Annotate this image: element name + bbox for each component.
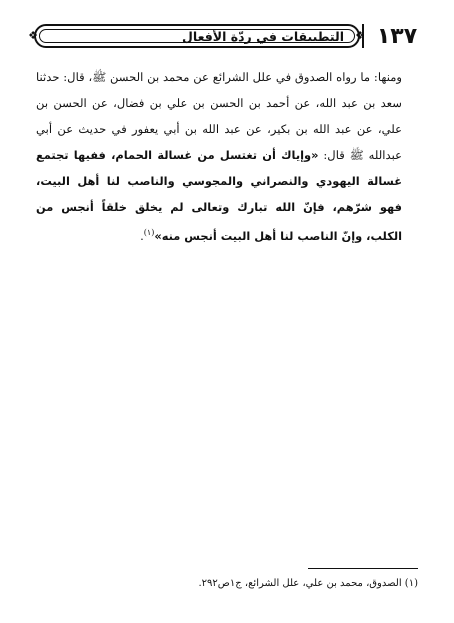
running-title-frame — [34, 24, 360, 48]
ornament-left-icon: ❖ — [28, 29, 38, 42]
page-number: ١٣٧ — [366, 22, 428, 50]
main-text — [36, 64, 420, 249]
footnote-divider — [308, 568, 418, 569]
running-title: التطبيقات في ردّة الأفعال — [182, 28, 344, 44]
narration-text: ومنها: ما رواه الصدوق في علل الشرائع عن محمد بن الحسن ﷺ، قال: حدثنا سعد بن عبد الله، عن أحمد بن الحسن بن علي بن فضال، عن الحسن بن علي، عن عبد الله بن بكير، عن عبد الله بن أبي يعفور في حديث عن أبي عبدالله ﷺ قال: — [36, 70, 402, 162]
sentence-end: . — [140, 228, 144, 243]
paragraph — [36, 64, 420, 249]
footnote: (١) الصدوق، محمد بن علي، علل الشرائع، ج١ص٢٩٢. — [198, 578, 418, 589]
footnote-reference: (١) — [143, 228, 155, 237]
ornament-right-icon: ❖ — [355, 29, 365, 42]
hadith-quote: «وإياك أن تغتسل من غسالة الحمام، ففيها تجتمع غسالة اليهودي والنصراني والمجوسي والناصب لنا أهل البيت، فهو شرّهم، فإنّ الله تبارك وتعالى لم يخلق خلقاً أنجس من الكلب، وإنّ الناصب لنا أهل البيت أنجس منه» — [36, 148, 402, 243]
page-header — [30, 22, 428, 50]
